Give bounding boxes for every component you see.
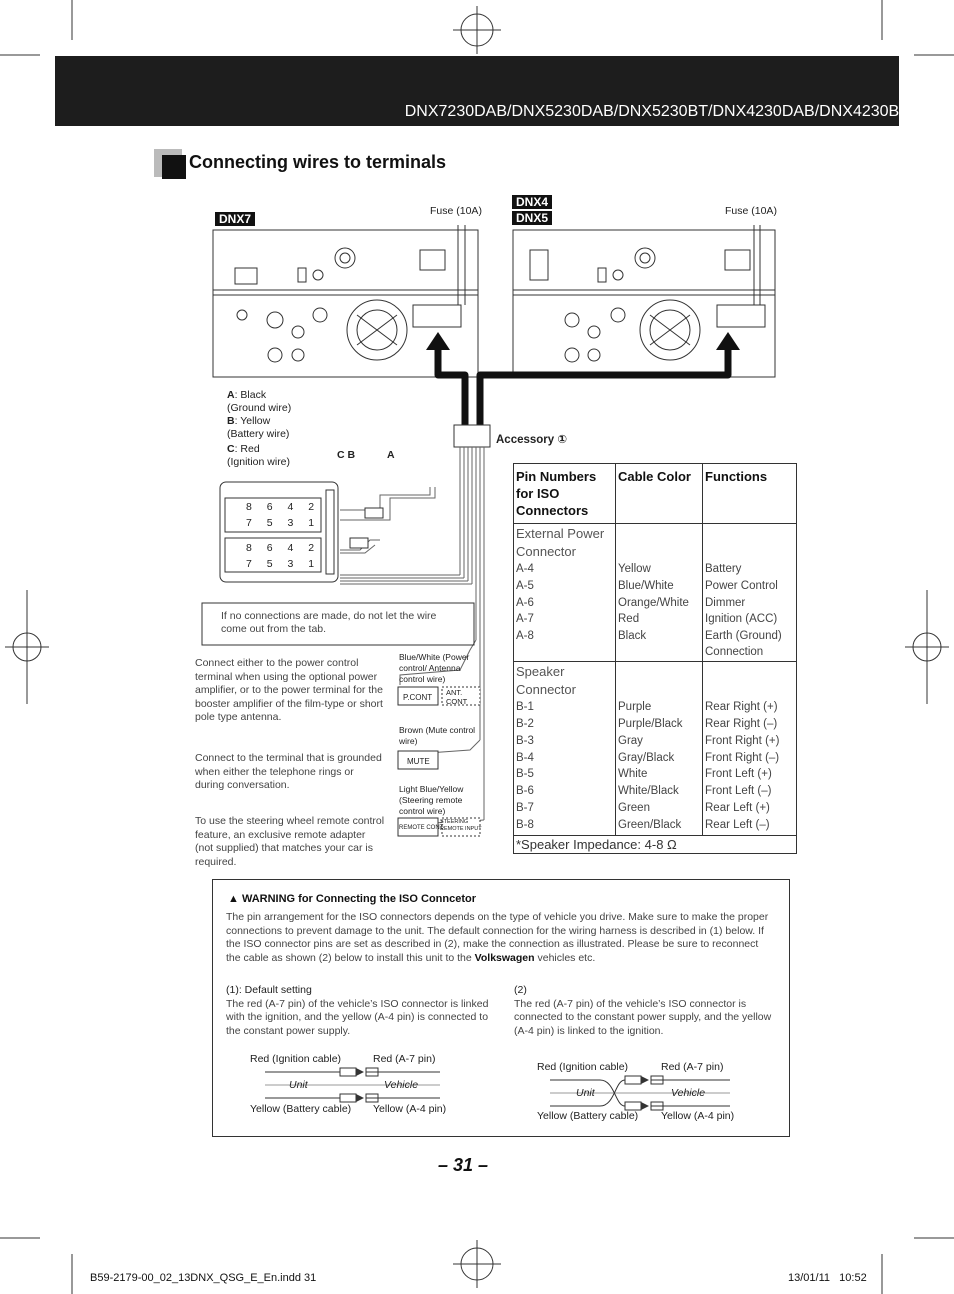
- color-cell: Orange/White: [618, 596, 689, 609]
- warning-body-post: vehicles etc.: [534, 951, 596, 964]
- legend-key-a: A: [227, 389, 235, 401]
- function-cell: Dimmer: [705, 596, 746, 609]
- legend-key-c: C: [227, 443, 235, 455]
- diag1-unit: Unit: [289, 1079, 308, 1091]
- warning-body-pre: The pin arrangement for the ISO connectors depends on the type of vehicle you drive. Make sure to make the proper connections to prevent damage to the unit. The default connection for the wiring harness is described in (1) below. If the ISO connector pins are set as described in (2), make the connection as illustrated. Please be sure to reconnect the cable as shown (2) below to install this unit to the: [226, 911, 769, 964]
- unit-rear-right: [513, 225, 775, 377]
- pin-cell: B-5: [516, 768, 534, 781]
- speaker-impedance-note: *Speaker Impedance: 4-8 Ω: [514, 835, 797, 853]
- warning-body: [226, 911, 774, 965]
- diag1-red-ign: Red (Ignition cable): [250, 1053, 342, 1065]
- pin-label: 5: [266, 517, 273, 529]
- pin-cell: A-8: [516, 630, 534, 643]
- pin-cell: A-5: [516, 579, 534, 592]
- function-cell: Rear Left (–): [705, 818, 770, 831]
- warning-body-brand: Volkswagen: [474, 951, 535, 964]
- brown-wire-label: Brown (Mute control wire): [399, 725, 476, 746]
- diag2-yellow-bat: Yellow (Battery cable): [537, 1110, 639, 1122]
- antcont-terminal: ANT. CONT: [446, 688, 468, 706]
- header-functions: Functions: [703, 464, 797, 524]
- footer-filename: B59-2179-00_02_13DNX_QSG_E_En.indd 31: [90, 1272, 317, 1284]
- function-cell: Front Right (+): [705, 734, 780, 747]
- color-cell: Gray: [618, 734, 643, 747]
- fuse-label-right: Fuse (10A): [725, 205, 777, 217]
- footer-timestamp: 13/01/11 10:52: [788, 1272, 867, 1284]
- pin-label: 6: [266, 501, 273, 513]
- function-cell: Front Right (–): [705, 751, 780, 764]
- function-cell: Rear Left (+): [705, 801, 770, 814]
- table-group-external-power: [514, 524, 797, 662]
- pin-table-header: [514, 464, 797, 524]
- legend-c-color: : Red: [234, 443, 260, 455]
- color-cell: Blue/White: [618, 579, 674, 592]
- diag1-red-a7: Red (A-7 pin): [373, 1053, 436, 1065]
- color-cell: Green/Black: [618, 818, 682, 831]
- iso-pins-bottom-row-b: [246, 558, 314, 571]
- diag1-yellow-bat: Yellow (Battery cable): [250, 1103, 352, 1115]
- pin-label: 1: [308, 558, 315, 570]
- pin-label: 3: [287, 517, 294, 529]
- pin-cell: B-3: [516, 734, 534, 747]
- function-cell: Rear Right (–): [705, 717, 778, 730]
- color-cell: Green: [618, 801, 650, 814]
- header-cable-color: Cable Color: [616, 464, 703, 524]
- table-group-speaker: [514, 662, 797, 835]
- col2-text: The red (A-7 pin) of the vehicle’s ISO connector is connected to the constant power supply, and the yellow (A-4 pin) is linked to the ignition.: [514, 997, 772, 1037]
- fuse-label-left: Fuse (10A): [430, 205, 482, 217]
- a-label: A: [387, 449, 395, 461]
- iso-pins-top-row-b: [246, 542, 314, 555]
- pin-cell: B-4: [516, 751, 534, 764]
- tag-dnx7: DNX7: [215, 212, 255, 226]
- legend-a-color: : Black: [234, 389, 267, 401]
- section-marker-dark: [162, 155, 186, 179]
- col1-text: The red (A-7 pin) of the vehicle’s ISO connector is linked with the ignition, and the yellow (A-4 pin) is connected to the constant power supply.: [226, 997, 489, 1037]
- diag1-vehicle: Vehicle: [384, 1079, 419, 1091]
- color-cell: Red: [618, 613, 640, 626]
- mute-terminal: MUTE: [407, 757, 430, 766]
- pin-table: [513, 463, 797, 854]
- note-steering: To use the steering wheel remote control feature, an exclusive remote adapter (not supplied) that matches your car is required.: [195, 815, 385, 868]
- color-cell: Purple/Black: [618, 717, 683, 730]
- alternate-setting-column: [514, 984, 784, 1038]
- tab-note: If no connections are made, do not let the wire come out from the tab.: [221, 610, 437, 635]
- legend-a-desc: (Ground wire): [227, 402, 292, 414]
- pin-label: 2: [308, 501, 315, 513]
- pin-cell: B-8: [516, 818, 534, 831]
- legend-b-desc: (Battery wire): [227, 428, 290, 440]
- steering-input-terminal: STEERING REMOTE INPUT: [440, 819, 482, 832]
- page-number: – 31 –: [438, 1155, 489, 1175]
- pin-label: 6: [266, 542, 273, 554]
- pin-label: 3: [287, 558, 294, 570]
- function-cell: Front Left (+): [705, 768, 772, 781]
- diag2-vehicle: Vehicle: [671, 1087, 706, 1099]
- legend-key-b: B: [227, 415, 235, 427]
- default-setting-column: [226, 984, 496, 1038]
- table-footnote-row: [514, 835, 797, 853]
- pin-cell: B-2: [516, 717, 534, 730]
- diag2-unit: Unit: [576, 1087, 595, 1099]
- diag2-yellow-a4: Yellow (A-4 pin): [661, 1110, 735, 1122]
- function-cell: Rear Right (+): [705, 701, 778, 714]
- pcont-terminal: P.CONT: [403, 693, 433, 702]
- header-pin-numbers: Pin Numbers for ISO Connectors: [514, 464, 616, 524]
- color-cell: White/Black: [618, 785, 679, 798]
- pin-cell: A-4: [516, 563, 534, 575]
- pin-label: 1: [308, 517, 315, 529]
- pin-label: 8: [246, 501, 252, 513]
- diag2-red-ign: Red (Ignition cable): [537, 1061, 629, 1073]
- warning-icon: ▲: [228, 893, 242, 905]
- pin-label: 8: [246, 542, 252, 554]
- note-mute: Connect to the terminal that is grounded when either the telephone rings or during conversation.: [195, 752, 382, 791]
- pin-cell: A-6: [516, 596, 534, 609]
- group-name: External Power Connector: [516, 526, 605, 559]
- diag2-red-a7: Red (A-7 pin): [661, 1061, 724, 1073]
- tag-dnx4: DNX4: [512, 195, 552, 209]
- light-blue-wire-label: Light Blue/Yellow (Steering remote control wire): [399, 784, 464, 816]
- pin-label: 7: [246, 558, 252, 570]
- accessory-label: Accessory ①: [496, 434, 568, 446]
- pin-label: 2: [308, 542, 315, 554]
- section-title: Connecting wires to terminals: [189, 152, 447, 172]
- pin-label: 4: [287, 542, 294, 554]
- function-cell: Front Left (–): [705, 785, 772, 798]
- function-cell: Earth (Ground) Connection: [705, 630, 782, 659]
- iso-pins-top-row-a: [246, 501, 314, 514]
- connection-diagram-alternate: [545, 1072, 740, 1114]
- col2-title: (2): [514, 984, 527, 996]
- pin-cell: A-7: [516, 613, 534, 626]
- pin-label: 7: [246, 517, 252, 529]
- group-name: Speaker Connector: [516, 664, 576, 698]
- color-cell: Black: [618, 630, 647, 643]
- model-title: DNX7230DAB/DNX5230DAB/DNX5230BT/DNX4230DAB/DNX4230BT: [404, 103, 909, 120]
- function-cell: Ignition (ACC): [705, 613, 778, 626]
- blue-white-wire-label: Blue/White (Power control/ Antenna control wire): [399, 652, 470, 684]
- warning-title: [228, 893, 476, 905]
- function-cell: Power Control: [705, 579, 778, 592]
- function-cell: Battery: [705, 563, 742, 575]
- color-cell: White: [618, 768, 648, 781]
- color-cell: Purple: [618, 701, 652, 714]
- legend-b-color: : Yellow: [234, 415, 271, 427]
- iso-pins-bottom-row-a: [246, 517, 314, 530]
- pin-cell: B-1: [516, 701, 534, 714]
- tag-dnx5: DNX5: [512, 211, 552, 225]
- pin-cell: B-7: [516, 801, 534, 814]
- note-power-control: Connect either to the power control terminal when using the optional power amplifier, or to the power terminal for the booster amplifier of the film-type or short pole type antenna.: [195, 657, 383, 723]
- pin-cell: B-6: [516, 785, 534, 798]
- pin-label: 5: [266, 558, 273, 570]
- legend-c-desc: (Ignition wire): [227, 456, 291, 468]
- color-cell: Yellow: [618, 563, 651, 575]
- cb-label: C B: [337, 449, 356, 461]
- warning-title-text: WARNING for Connecting the ISO Conncetor: [241, 893, 477, 905]
- color-cell: Gray/Black: [618, 751, 675, 764]
- remote-cont-terminal: REMOTE CONT: [399, 825, 444, 831]
- diag1-yellow-a4: Yellow (A-4 pin): [373, 1103, 447, 1115]
- wire-legend: [227, 389, 337, 469]
- col1-title: (1): Default setting: [226, 984, 312, 996]
- pin-label: 4: [287, 501, 294, 513]
